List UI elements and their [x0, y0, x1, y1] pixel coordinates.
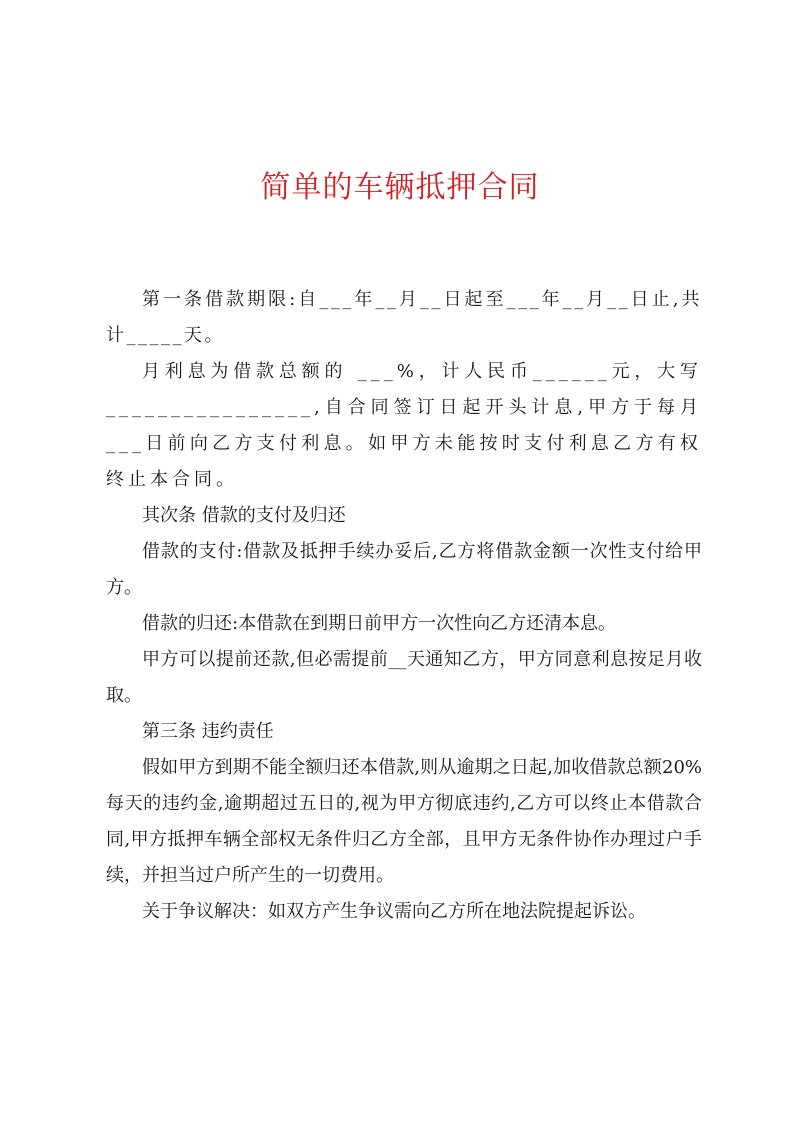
clause-3-heading: 第三条 违约责任 [142, 721, 274, 742]
document-body [106, 282, 702, 930]
clause-interest: 月利息为借款总额的 ___%，计人民币______元，大写________________,自合同签订日起开头计息,甲方于每月___日前向乙方支付利息。如甲方未能按时支付利息乙方有权终止本合同。 [106, 361, 702, 490]
clause-early-repayment: 甲方可以提前还款,但必需提前__天通知乙方，甲方同意利息按足月收取。 [106, 649, 702, 706]
clause-dispute: 关于争议解决：如双方产生争议需向乙方所在地法院提起诉讼。 [142, 901, 646, 922]
clause-payment: 借款的支付:借款及抵押手续办妥后,乙方将借款金额一次性支付给甲方。 [106, 541, 702, 598]
clause-1-term: 第一条借款期限:自___年__月__日起至___年__月__日止,共计_____天。 [106, 289, 702, 346]
clause-breach: 假如甲方到期不能全额归还本借款,则从逾期之日起,加收借款总额20%每天的违约金,逾期超过五日的,视为甲方彻底违约,乙方可以终止本借款合同,甲方抵押车辆全部权无条件归乙方全部，且甲方无条件协作办理过户手续，并担当过户所产生的一切费用。 [106, 757, 702, 886]
clause-2-heading: 其次条 借款的支付及归还 [142, 505, 346, 526]
document-title: 简单的车辆抵押合同 [260, 170, 540, 205]
clause-repayment: 借款的归还:本借款在到期日前甲方一次性向乙方还清本息。 [142, 613, 617, 634]
